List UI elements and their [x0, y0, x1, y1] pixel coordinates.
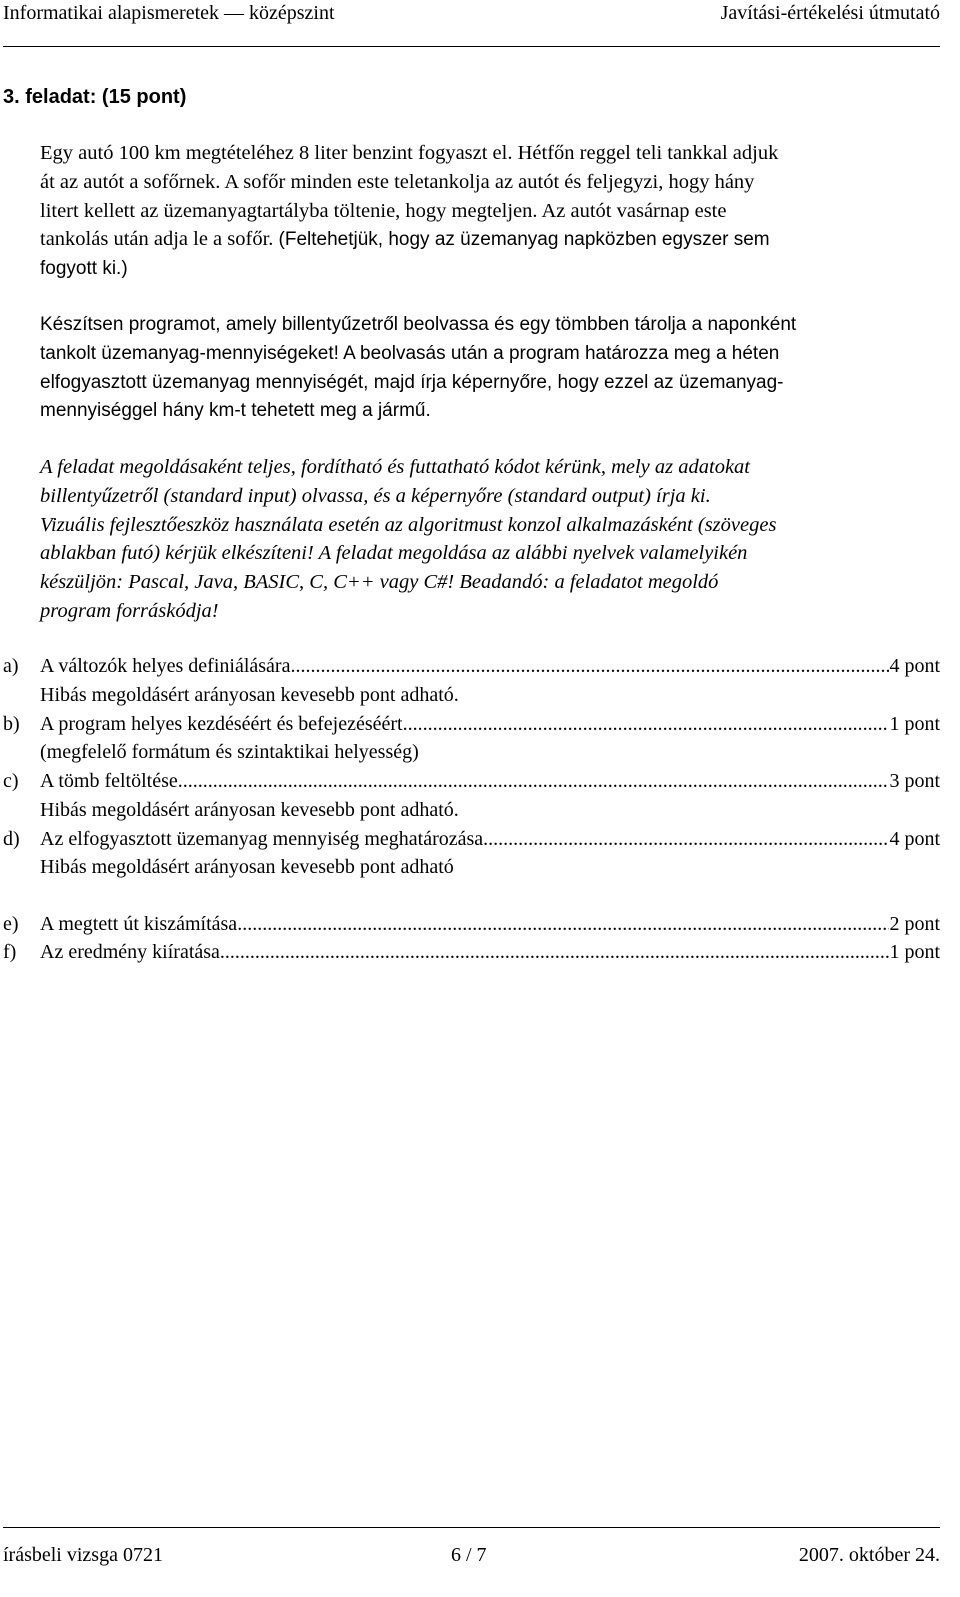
task-line-sans: (Feltehetjük, hogy az üzemanyag napközben egyszer sem — [278, 229, 770, 251]
instruction-line: Vizuális fejlesztőeszköz használata esetén az algoritmust konzol alkalmazásként (szöveges — [40, 513, 777, 536]
item-points: 4 pont — [889, 827, 940, 850]
item-note: Hibás megoldásért arányosan kevesebb pont adható — [40, 856, 454, 879]
instruction-line: billentyűzetről (standard input) olvassa, és a képernyőre (standard output) írja ki. — [40, 484, 711, 507]
item-marker: b) — [3, 712, 20, 735]
scoring-item-a — [3, 652, 940, 710]
header-right: Javítási-értékelési útmutató — [720, 2, 940, 24]
item-note: Hibás megoldásért arányosan kevesebb pont adható. — [40, 683, 459, 706]
instruction-line: készüljön: Pascal, Java, BASIC, C, C++ vagy C#! Beadandó: a feladatot megoldó — [40, 571, 719, 594]
task-line — [40, 225, 940, 255]
item-note: Hibás megoldásért arányosan kevesebb pont adható. — [40, 798, 459, 821]
dot-leader — [178, 767, 890, 796]
header-left: Informatikai alapismeretek — középszint — [3, 2, 335, 24]
task-line-serif: tankolás után adja le a sofőr. — [40, 228, 279, 251]
header-rule — [3, 46, 940, 47]
scoring-list — [3, 652, 940, 967]
item-points: 2 pont — [889, 912, 940, 935]
item-label: A tömb feltöltése — [40, 770, 178, 792]
dot-leader — [290, 652, 889, 681]
item-marker: a) — [3, 655, 19, 677]
task-line: fogyott ki.) — [40, 258, 128, 280]
task-heading: 3. feladat: (15 pont) — [3, 86, 187, 108]
page-number: 6 / 7 — [451, 1544, 487, 1566]
submission-instructions — [40, 453, 940, 626]
footer-exam: írásbeli vizsga 0721 — [3, 1544, 163, 1566]
scoring-item-d — [3, 825, 940, 910]
dot-leader — [403, 710, 890, 739]
item-marker: d) — [3, 827, 20, 850]
scoring-item-e — [3, 910, 940, 939]
requirement-line: elfogyasztott üzemanyag mennyiségét, majd írja képernyőre, hogy ezzel az üzemanyag- — [40, 371, 784, 393]
footer-date: 2007. október 24. — [798, 1544, 940, 1566]
instruction-line: A feladat megoldásaként teljes, fordítható és futtatható kódot kérünk, mely az adatokat — [40, 456, 750, 478]
item-marker: c) — [3, 770, 19, 792]
item-label: A változók helyes definiálására — [40, 655, 291, 677]
dot-leader — [237, 910, 889, 939]
dot-leader — [220, 938, 890, 967]
scoring-item-b — [3, 710, 940, 768]
item-points: 4 pont — [889, 655, 940, 677]
item-points: 1 pont — [889, 941, 940, 964]
item-marker: e) — [3, 912, 19, 935]
scoring-item-f — [3, 938, 940, 967]
page-header — [0, 0, 960, 26]
task-line: litert kellett az üzemanyagtartályba töltenie, hogy megteljen. Az autót vasárnap este — [40, 199, 727, 222]
item-marker: f) — [3, 941, 17, 964]
item-note: (megfelelő formátum és szintaktikai helyesség) — [40, 741, 419, 764]
item-label: Az eredmény kiíratása — [40, 941, 220, 964]
requirement-line: mennyiséggel hány km-t tehetett meg a jármű. — [40, 400, 431, 422]
item-label: A megtett út kiszámítása — [40, 912, 238, 935]
item-label: Az elfogyasztott üzemanyag mennyiség meghatározása — [40, 827, 484, 850]
task-line: Egy autó 100 km megtételéhez 8 liter benzint fogyaszt el. Hétfőn reggel teli tankkal adjuk — [40, 142, 779, 164]
footer-rule — [3, 1527, 940, 1528]
dot-leader — [483, 825, 889, 854]
requirement-line: Készítsen programot, amely billentyűzetről beolvassa és egy tömbben tárolja a naponként — [40, 314, 797, 335]
item-label: A program helyes kezdéséért és befejezéséért — [40, 712, 403, 735]
instruction-line: ablakban futó) kérjük elkészíteni! A feladat megoldása az alábbi nyelvek valamelyikén — [40, 542, 748, 565]
requirement-line: tankolt üzemanyag-mennyiségeket! A beolvasás után a program határozza meg a héten — [40, 342, 780, 364]
task-line: át az autót a sofőrnek. A sofőr minden este teletankolja az autót és feljegyzi, hogy hány — [40, 170, 755, 193]
item-points: 3 pont — [889, 770, 940, 792]
item-points: 1 pont — [889, 712, 940, 735]
instruction-line: program forráskódja! — [40, 599, 219, 622]
scoring-item-c — [3, 767, 940, 825]
task-requirements — [40, 311, 940, 426]
task-description — [40, 139, 940, 284]
